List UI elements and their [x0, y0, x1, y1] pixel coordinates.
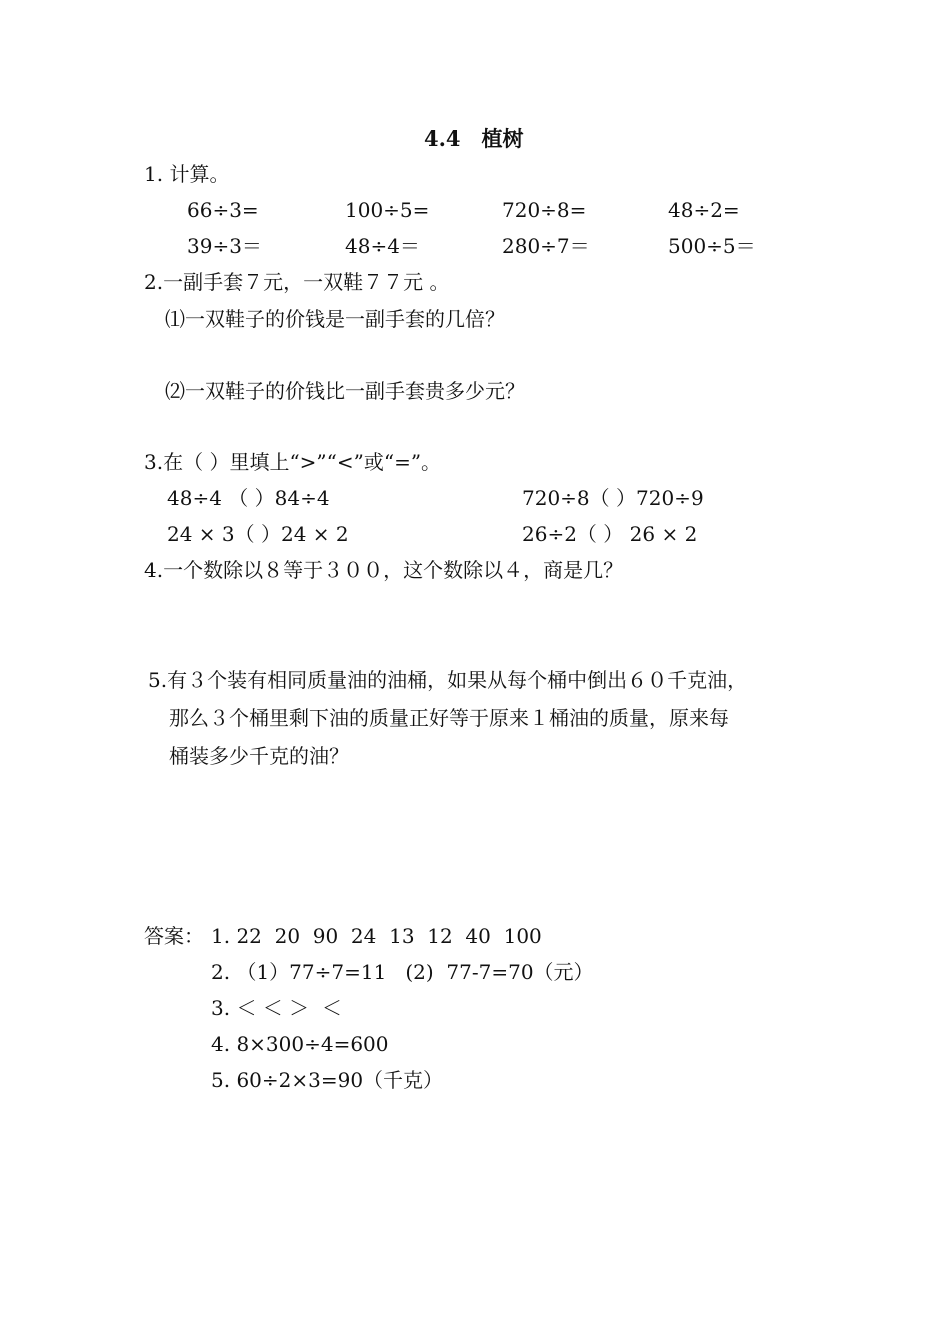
question-2-part-1: ⑴一双鞋子的价钱是一副手套的几倍？ [165, 307, 505, 331]
compare-item: 26÷2（ ） 26 × 2 [522, 522, 698, 546]
answer-label: 答案： [144, 924, 204, 948]
compare-item: 48÷4 （ ）84÷4 [167, 486, 330, 510]
question-3-heading: 3.在（ ）里填上“>”“<”或“=”。 [144, 450, 442, 474]
answer-5: 5. 60÷2×3=90（千克） [211, 1068, 444, 1092]
calc-item: 100÷5= [345, 198, 430, 222]
answer-4: 4. 8×300÷4=600 [211, 1032, 389, 1056]
question-1-heading: 1. 计算。 [144, 162, 230, 186]
question-5-line: 桶装多少千克的油？ [169, 744, 349, 768]
calc-item: 39÷3＝ [187, 234, 262, 258]
compare-item: 24 × 3（ ）24 × 2 [167, 522, 349, 546]
calc-item: 500÷5＝ [668, 234, 756, 258]
page-title: 4.4 植树 [424, 126, 524, 151]
calc-item: 48÷2= [668, 198, 740, 222]
answer-3: 3. ＜ ＜ ＞ ＜ [211, 996, 342, 1020]
question-5-line: 5.有３个装有相同质量油的油桶，如果从每个桶中倒出６０千克油， [148, 668, 748, 692]
answer-1: 1. 22 20 90 24 13 12 40 100 [211, 924, 542, 948]
question-4: 4.一个数除以８等于３００，这个数除以４，商是几？ [144, 558, 624, 582]
answer-2: 2. （1）77÷7=11 (2) 77-7=70（元） [211, 960, 594, 984]
calc-item: 720÷8= [502, 198, 587, 222]
calc-item: 280÷7＝ [502, 234, 590, 258]
calc-item: 48÷4＝ [345, 234, 420, 258]
compare-item: 720÷8（ ）720÷9 [522, 486, 704, 510]
question-5-line: 那么３个桶里剩下油的质量正好等于原来１桶油的质量，原来每 [169, 706, 729, 730]
question-2-heading: 2.一副手套７元，一双鞋７７元 。 [144, 270, 450, 294]
calc-item: 66÷3= [187, 198, 259, 222]
question-2-part-2: ⑵一双鞋子的价钱比一副手套贵多少元？ [165, 379, 525, 403]
